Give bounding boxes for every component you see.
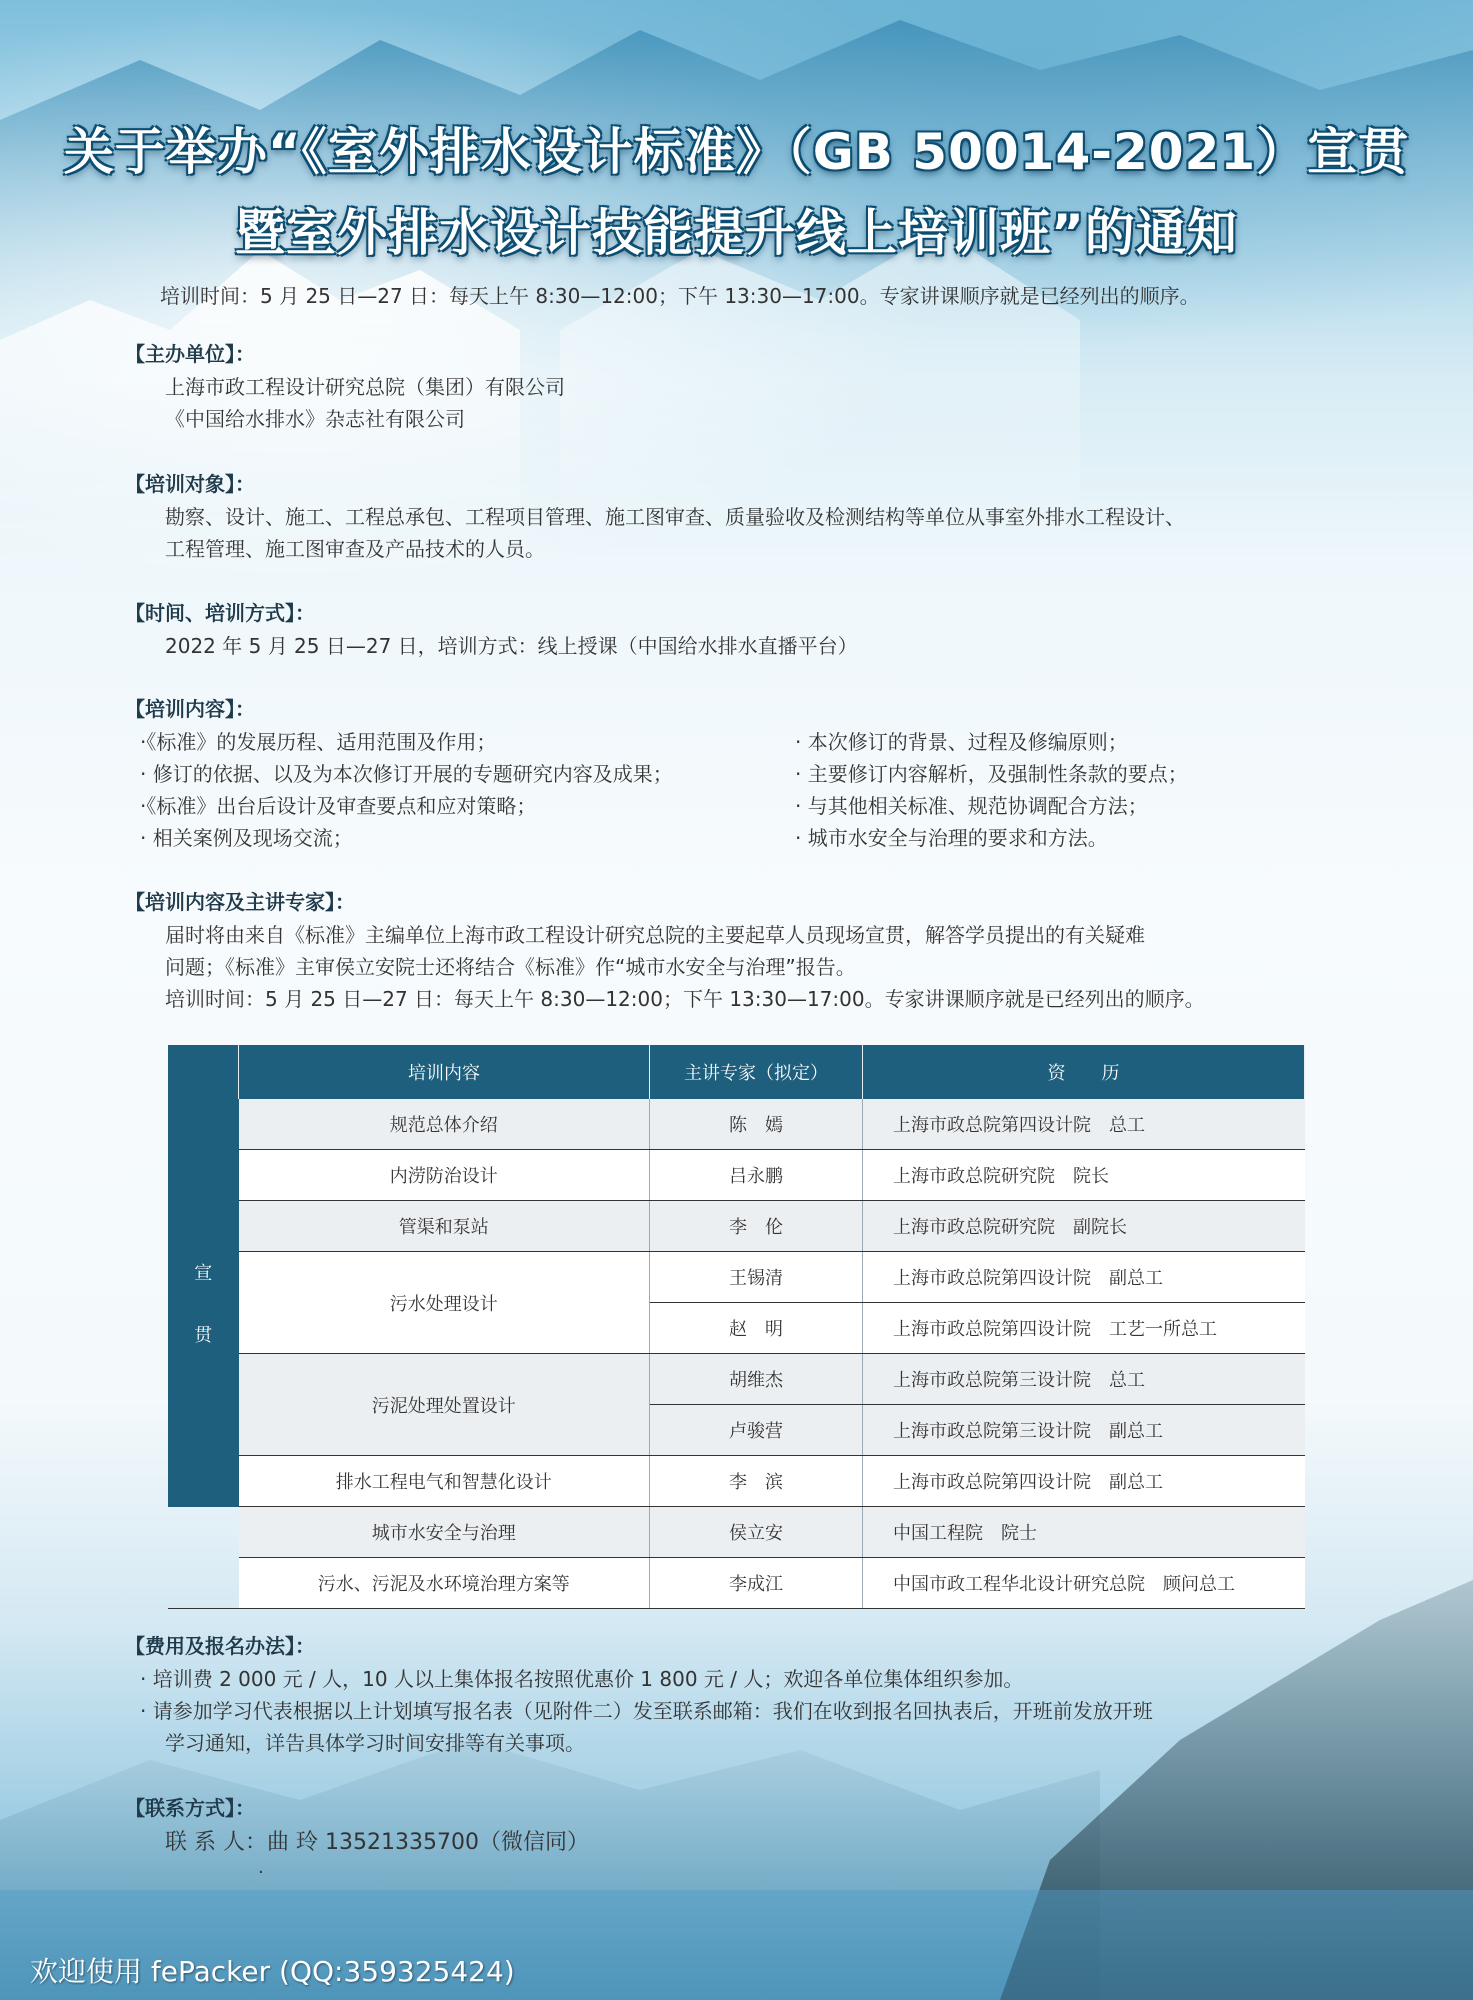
audience-text: 勘察、设计、施工、工程总承包、工程项目管理、施工图审查、质量验收及检测结构等单位从事室外排水工程设计、 [165, 505, 1185, 529]
table-cell-resume: 上海市政总院第三设计院 总工 [863, 1354, 1305, 1405]
table-cell-topic: 内涝防治设计 [239, 1150, 650, 1201]
table-cell-resume: 上海市政总院研究院 副院长 [863, 1201, 1305, 1252]
side-label-char: 贯 [194, 1324, 213, 1346]
content-item: · 主要修订内容解析，及强制性条款的要点； [795, 762, 1188, 786]
schedule-table [168, 1045, 1305, 1609]
experts-text: 问题；《标准》主审侯立安院士还将结合《标准》作“城市水安全与治理”报告。 [165, 955, 856, 979]
table-header-row [168, 1045, 1305, 1099]
time-method-text: 2022 年 5 月 25 日—27 日，培训方式：线上授课（中国给水排水直播平台） [165, 634, 858, 658]
table-cell-resume: 中国工程院 院士 [863, 1507, 1305, 1558]
table-cell-topic: 污水处理设计 [239, 1252, 650, 1354]
table-row [168, 1354, 1305, 1405]
table-row [168, 1558, 1305, 1609]
time-method-heading: 【时间、培训方式】： [125, 601, 315, 625]
organizers-heading: 【主办单位】： [125, 342, 255, 366]
table-row [168, 1507, 1305, 1558]
decorative-dot: · [258, 1862, 264, 1883]
table-cell-topic: 污泥处理处置设计 [239, 1354, 650, 1456]
content-item: · 相关案例及现场交流； [140, 826, 353, 850]
audience-heading: 【培训对象】： [125, 472, 255, 496]
table-header-corner [168, 1045, 239, 1099]
experts-heading: 【培训内容及主讲专家】： [125, 890, 355, 914]
table-cell-topic: 规范总体介绍 [239, 1099, 650, 1150]
notice-title-line2: 暨室外排水设计技能提升线上培训班”的通知 [235, 204, 1238, 262]
table-cell-expert: 吕永鹏 [650, 1150, 863, 1201]
content-item: ·《标准》的发展历程、适用范围及作用； [140, 730, 497, 754]
table-cell-expert: 李成江 [650, 1558, 863, 1609]
table-header-expert: 主讲专家（拟定） [650, 1045, 863, 1099]
table-cell-expert: 胡维杰 [650, 1354, 863, 1405]
table-side-label [168, 1099, 239, 1507]
table-cell-resume: 上海市政总院研究院 院长 [863, 1150, 1305, 1201]
table-cell-resume: 中国市政工程华北设计研究总院 顾问总工 [863, 1558, 1305, 1609]
table-row [168, 1150, 1305, 1201]
table-row [168, 1099, 1305, 1150]
table-cell-expert: 赵 明 [650, 1303, 863, 1354]
content-heading: 【培训内容】： [125, 697, 255, 721]
content-item: ·《标准》出台后设计及审查要点和应对策略； [140, 794, 537, 818]
contact-heading: 【联系方式】： [125, 1796, 255, 1820]
table-cell-resume: 上海市政总院第四设计院 副总工 [863, 1252, 1305, 1303]
table-row [168, 1252, 1305, 1303]
table-cell-topic: 排水工程电气和智慧化设计 [239, 1456, 650, 1507]
organizer-item: 《中国给水排水》杂志社有限公司 [165, 407, 465, 431]
fees-text: · 请参加学习代表根据以上计划填写报名表（见附件二）发至联系邮箱：我们在收到报名回执表后，开班前发放开班 [140, 1699, 1153, 1723]
table-cell-topic: 城市水安全与治理 [239, 1507, 650, 1558]
table-cell-expert: 王锡清 [650, 1252, 863, 1303]
content-item: · 修订的依据、以及为本次修订开展的专题研究内容及成果； [140, 762, 673, 786]
table-cell-topic: 污水、污泥及水环境治理方案等 [239, 1558, 650, 1609]
table-cell-expert: 侯立安 [650, 1507, 863, 1558]
table-cell-expert: 李 滨 [650, 1456, 863, 1507]
table-header-topic: 培训内容 [239, 1045, 650, 1099]
notice-title-line1: 关于举办“《室外排水设计标准》（GB 50014-2021）宣贯 [63, 123, 1410, 181]
content-item: · 本次修订的背景、过程及修编原则； [795, 730, 1128, 754]
watermark-text: 欢迎使用 fePacker (QQ:359325424) [30, 1955, 515, 1988]
table-cell-expert: 卢骏营 [650, 1405, 863, 1456]
table-cell-expert: 李 伦 [650, 1201, 863, 1252]
table-header-resume: 资 历 [863, 1045, 1305, 1099]
content-item: · 与其他相关标准、规范协调配合方法； [795, 794, 1148, 818]
fees-text: · 培训费 2 000 元 / 人，10 人以上集体报名按照优惠价 1 800 元 / 人；欢迎各单位集体组织参加。 [140, 1667, 1024, 1691]
table-cell-resume: 上海市政总院第四设计院 工艺一所总工 [863, 1303, 1305, 1354]
table-cell-resume: 上海市政总院第四设计院 副总工 [863, 1456, 1305, 1507]
contact-text: 联 系 人：曲 玲 13521335700（微信同） [165, 1830, 589, 1855]
experts-text: 培训时间：5 月 25 日—27 日：每天上午 8:30—12:00；下午 13:30—17:00。专家讲课顺序就是已经列出的顺序。 [165, 987, 1205, 1011]
table-cell-resume: 上海市政总院第四设计院 总工 [863, 1099, 1305, 1150]
experts-text: 届时将由来自《标准》主编单位上海市政工程设计研究总院的主要起草人员现场宣贯，解答学员提出的有关疑难 [165, 923, 1145, 947]
fees-text: 学习通知，详告具体学习时间安排等有关事项。 [165, 1731, 585, 1755]
content-item: · 城市水安全与治理的要求和方法。 [795, 826, 1108, 850]
table-row [168, 1456, 1305, 1507]
table-cell-resume: 上海市政总院第三设计院 副总工 [863, 1405, 1305, 1456]
audience-text: 工程管理、施工图审查及产品技术的人员。 [165, 537, 545, 561]
side-label-char: 宣 [194, 1262, 213, 1284]
organizer-item: 上海市政工程设计研究总院（集团）有限公司 [165, 375, 565, 399]
fees-heading: 【费用及报名办法】： [125, 1634, 315, 1658]
table-cell-topic: 管渠和泵站 [239, 1201, 650, 1252]
table-cell-expert: 陈 嫣 [650, 1099, 863, 1150]
table-row [168, 1201, 1305, 1252]
training-time-summary: 培训时间：5 月 25 日—27 日：每天上午 8:30—12:00；下午 13:30—17:00。专家讲课顺序就是已经列出的顺序。 [160, 284, 1200, 308]
